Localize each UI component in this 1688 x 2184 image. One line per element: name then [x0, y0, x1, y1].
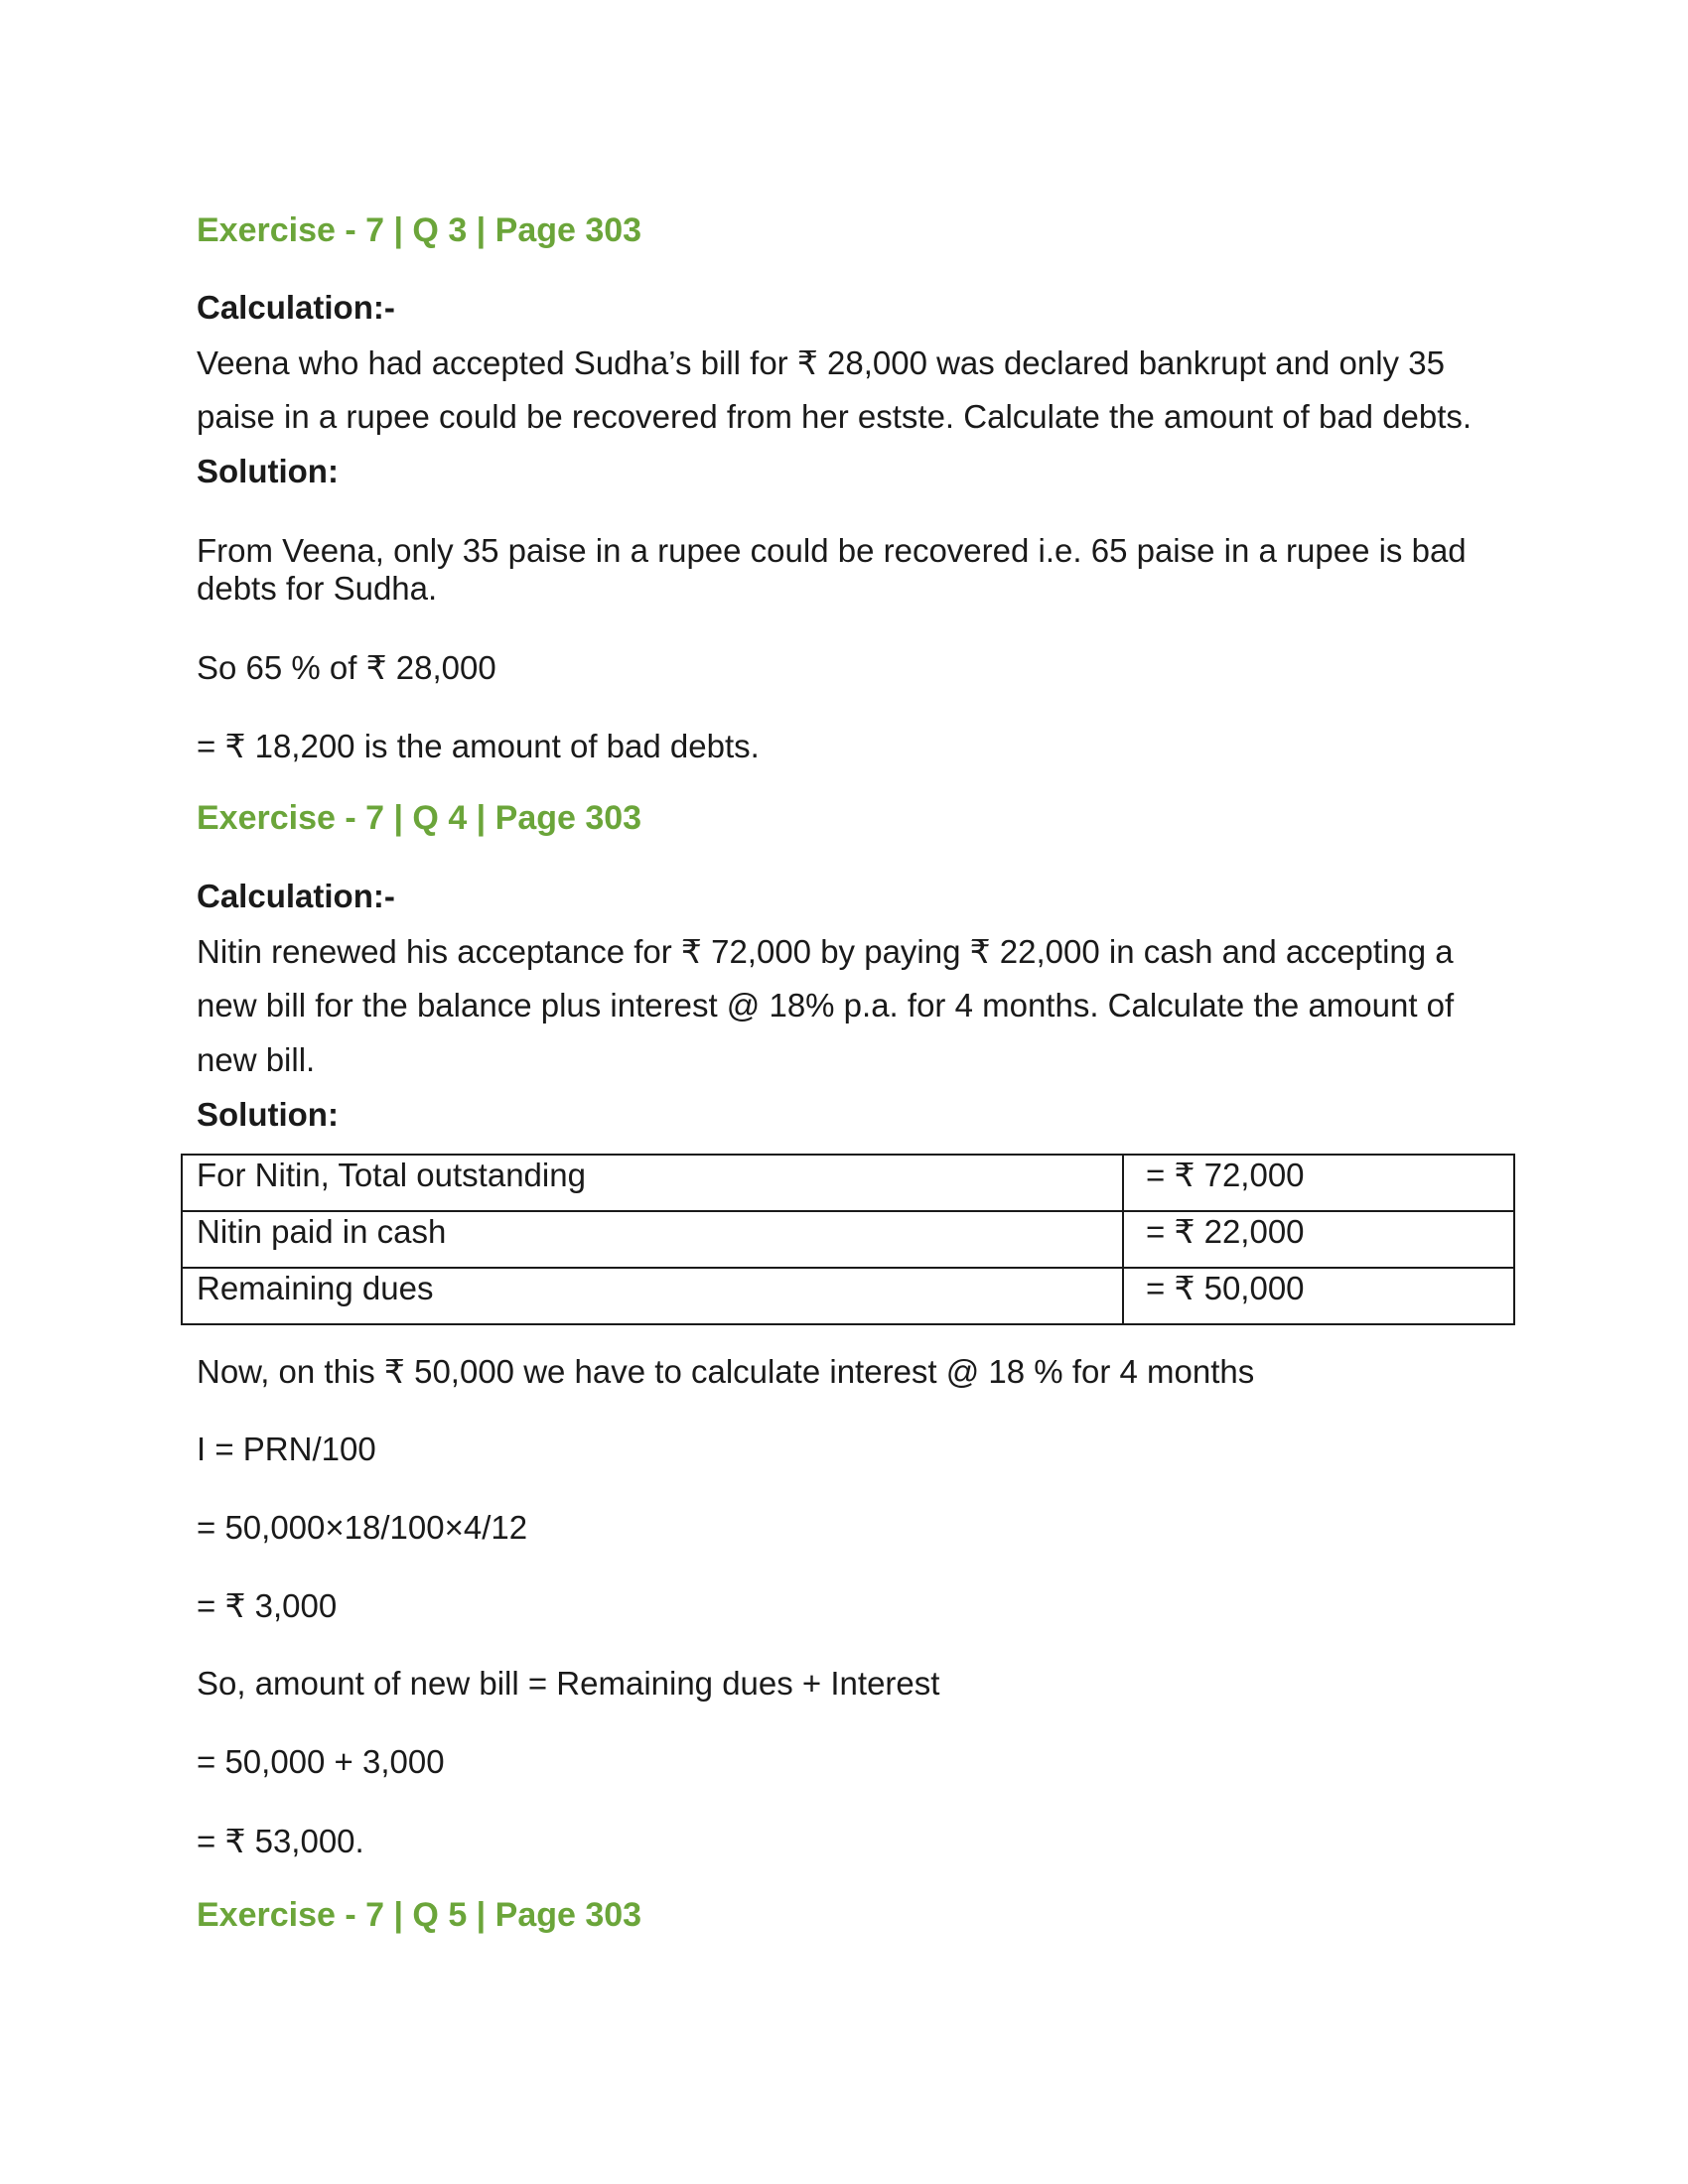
table-cell-label: Remaining dues	[182, 1268, 1123, 1324]
q4-step-5: So, amount of new bill = Remaining dues + Interest	[197, 1665, 940, 1702]
q4-step-2: I = PRN/100	[197, 1431, 376, 1467]
q4-calculation-label: Calculation:-	[197, 878, 395, 914]
table-row	[182, 1268, 1514, 1324]
table-cell-label: Nitin paid in cash	[182, 1211, 1123, 1268]
table-cell-value: = ₹ 72,000	[1123, 1155, 1514, 1211]
table-cell-value: = ₹ 22,000	[1123, 1211, 1514, 1268]
q4-question-line-3: new bill.	[197, 1041, 316, 1078]
table-row	[182, 1211, 1514, 1268]
q3-calculation-label: Calculation:-	[197, 289, 395, 326]
q4-step-6: = 50,000 + 3,000	[197, 1743, 445, 1780]
q4-solution-label: Solution:	[197, 1096, 339, 1133]
q4-step-4: = ₹ 3,000	[197, 1587, 338, 1624]
table-cell-value: = ₹ 50,000	[1123, 1268, 1514, 1324]
q3-solution-line-4: = ₹ 18,200 is the amount of bad debts.	[197, 728, 760, 764]
table-row	[182, 1155, 1514, 1211]
q4-solution-table	[181, 1154, 1515, 1325]
q3-solution-line-2: debts for Sudha.	[197, 570, 438, 607]
q4-heading: Exercise - 7 | Q 4 | Page 303	[197, 799, 642, 837]
q4-step-7: = ₹ 53,000.	[197, 1823, 364, 1859]
q3-question-line-2: paise in a rupee could be recovered from her estste. Calculate the amount of bad debts.	[197, 398, 1473, 435]
q5-heading: Exercise - 7 | Q 5 | Page 303	[197, 1896, 642, 1934]
q3-heading: Exercise - 7 | Q 3 | Page 303	[197, 211, 642, 249]
q3-solution-line-3: So 65 % of ₹ 28,000	[197, 649, 496, 686]
q4-step-3: = 50,000×18/100×4/12	[197, 1509, 528, 1546]
q3-solution-line-1: From Veena, only 35 paise in a rupee could be recovered i.e. 65 paise in a rupee is bad	[197, 532, 1467, 569]
table-cell-label: For Nitin, Total outstanding	[182, 1155, 1123, 1211]
q4-question-line-1: Nitin renewed his acceptance for ₹ 72,000 by paying ₹ 22,000 in cash and accepting a	[197, 933, 1454, 970]
q3-question-line-1: Veena who had accepted Sudha’s bill for ₹ 28,000 was declared bankrupt and only 35	[197, 344, 1445, 381]
q4-step-1: Now, on this ₹ 50,000 we have to calculate interest @ 18 % for 4 months	[197, 1353, 1255, 1390]
q3-solution-label: Solution:	[197, 453, 339, 489]
q4-question-line-2: new bill for the balance plus interest @ 18% p.a. for 4 months. Calculate the amount of	[197, 987, 1455, 1024]
